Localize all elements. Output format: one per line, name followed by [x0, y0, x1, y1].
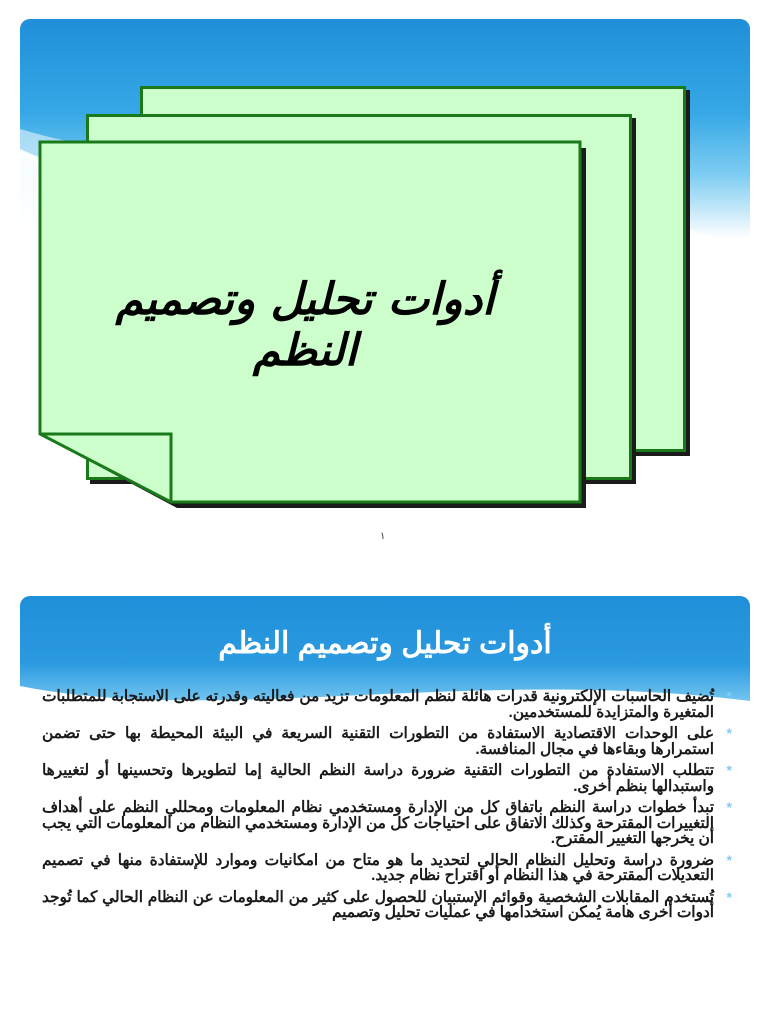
list-item — [42, 800, 732, 847]
slide-number-mark: ١ — [380, 531, 386, 541]
list-item — [42, 726, 732, 757]
bullet-text: تُضيف الحاسبات الإلكترونية قدرات هائلة لنظم المعلومات تزيد من فعاليته وقدرته على الاستجابة للمتطلبات المتغيرة والمتزايدة للمستخدمين. — [42, 688, 714, 721]
content-slide-title: أدوات تحليل وتصميم النظم — [218, 627, 552, 660]
star-bullet-icon: * — [726, 762, 732, 778]
star-bullet-icon: * — [726, 688, 732, 704]
star-bullet-icon: * — [726, 888, 732, 905]
bullet-text: تبدأ خطوات دراسة النظم باتفاق كل من الإدارة ومستخدمي نظام المعلومات ومحللي النظم على أهداف التغييرات المقترحة وكذلك الاتفاق على احتياجات كل من الإدارة ومستخدمي النظام من المعلومات التي يجب أن يخرجها التغيير المقترح. — [42, 799, 714, 847]
bullet-text: ضرورة دراسة وتحليل النظام الحالي لتحديد ما هو متاح من امكانيات وموارد للإستفادة منها في تصميم التعديلات المقترحة في هذا النظام أو اقتراح نظام جديد. — [42, 851, 714, 884]
bullet-list — [42, 689, 732, 927]
bullet-text: تُستخدم المقابلات الشخصية وقوائم الإستبيان للحصول على كثير من المعلومات عن النظام الحالي كما تُوجد أدوات أخرى هامة يُمكن استخدامها في عمليات تحليل وتصميم — [42, 888, 714, 921]
star-bullet-icon: * — [726, 799, 732, 815]
star-bullet-icon: * — [726, 851, 732, 868]
slide-title: أدوات تحليل وتصميم النظم — [115, 274, 495, 376]
list-item — [42, 689, 732, 720]
list-item — [42, 763, 732, 794]
title-slide — [20, 19, 750, 541]
list-item — [42, 853, 732, 884]
list-item — [42, 890, 732, 921]
star-bullet-icon: * — [726, 725, 732, 741]
bullet-text: على الوحدات الاقتصادية الاستفادة من التطورات التقنية السريعة في البيئة المحيطة بها حتى تضمن استمرارها وبقاءها في مجال المنافسة. — [42, 725, 714, 758]
bullet-text: تتطلب الاستفادة من التطورات التقنية ضرورة دراسة النظم الحالية إما لتطويرها وتحسينها أو لتغييرها واستبدالها بنظم أخرى. — [42, 762, 714, 795]
content-slide — [20, 596, 750, 1036]
